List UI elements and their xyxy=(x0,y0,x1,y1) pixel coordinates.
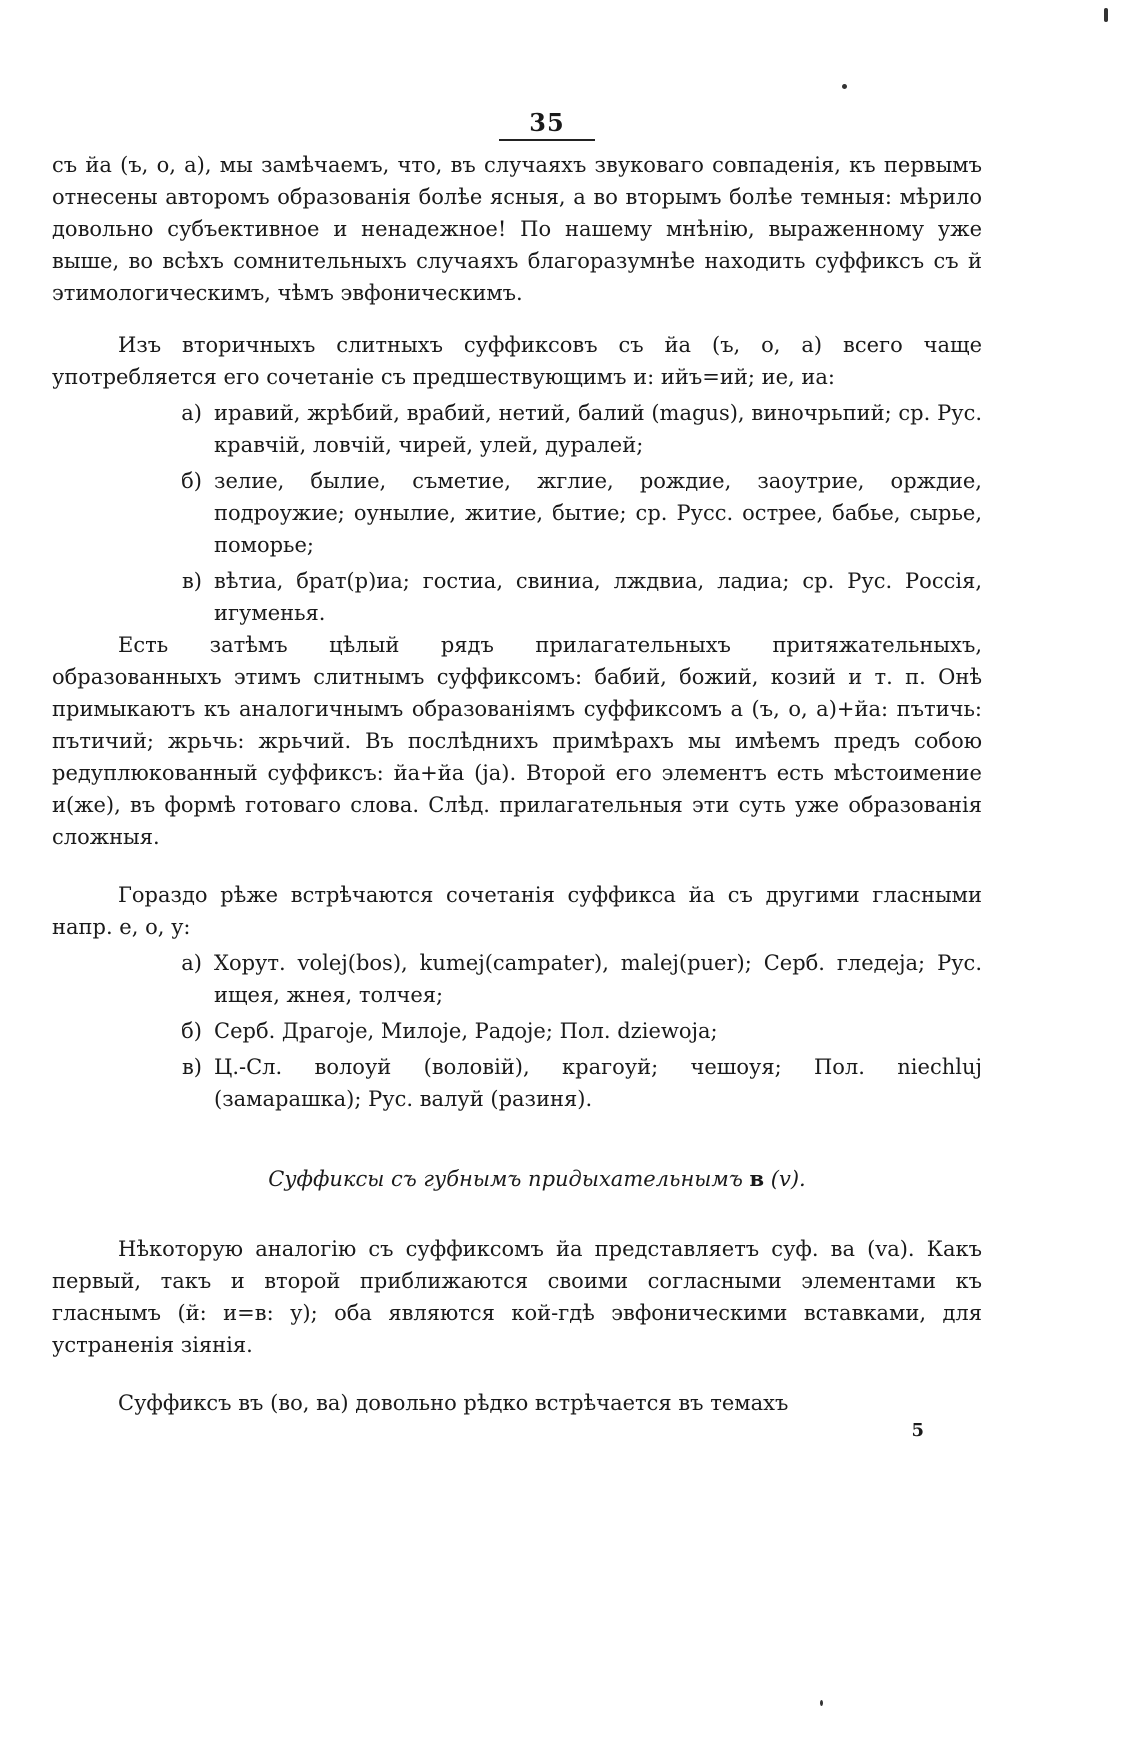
list-text: Ц.-Сл. волоуй (воловій), крагоуй; чешоуя; Пол. niechluj (замарашка); Рус. валуй (разиня). xyxy=(214,1055,982,1111)
paragraph-5: Нѣкоторую аналогію съ суффиксомъ йа представляетъ суф. ва (va). Какъ первый, такъ и второй приближаются своими согласными элементами къ гласнымъ (й: и=в: у); оба являются кой-гдѣ эвфоническими вставками, для устраненія зіянія. xyxy=(52,1237,982,1357)
paragraph-4: Гораздо рѣже встрѣчаются сочетанія суффикса йа съ другими гласными напр. е, о, у: xyxy=(52,883,982,939)
list-item xyxy=(52,465,982,561)
list-marker: а) xyxy=(181,951,202,975)
ink-speck xyxy=(1104,8,1108,22)
example-list-2 xyxy=(52,947,982,1115)
paragraph-6: Суффиксъ въ (во, ва) довольно рѣдко встрѣчается въ темахъ xyxy=(118,1391,789,1415)
ink-speck xyxy=(842,84,847,89)
paragraph-3: Есть затѣмъ цѣлый рядъ прилагательныхъ притяжательныхъ, образованныхъ этимъ слитнымъ суффиксомъ: бабий, божий, козий и т. п. Онѣ примыкаютъ къ аналогичнымъ образованіямъ суффиксомъ а (ъ, о, а)+йа: пътичь: пътичий; жрьчь: жрьчий. Въ послѣднихъ примѣрахъ мы имѣемъ предъ собою редуплюкованный суффиксъ: йа+йа (ja). Второй его элементъ есть мѣстоимение и(же), въ формѣ готоваго слова. Слѣд. прилагательныя эти суть уже образованія сложныя. xyxy=(52,633,982,849)
page-number: 35 xyxy=(499,108,594,141)
paragraph-2: Изъ вторичныхъ слитныхъ суффиксовъ съ йа (ъ, о, а) всего чаще употребляется его сочетаніе съ предшествующимъ и: ийъ=ий; ие, иа: xyxy=(52,333,982,389)
section-heading xyxy=(52,1163,982,1195)
list-marker: а) xyxy=(181,401,202,425)
ink-speck xyxy=(820,1700,823,1706)
section-heading-letter: в xyxy=(749,1166,765,1191)
example-list-1 xyxy=(52,397,982,629)
list-item xyxy=(52,947,982,1011)
paragraph-1: съ йа (ъ, о, а), мы замѣчаемъ, что, въ случаяхъ звуковаго совпаденія, къ первымъ отнесены авторомъ образованія болѣе ясныя, а во вторымъ болѣе темныя: мѣрило довольно субъективное и ненадежное! По нашему мнѣнію, выраженному уже выше, во всѣхъ сомнительныхъ случаяхъ благоразумнѣе находить суффиксъ съ й этимологическимъ, чѣмъ эвфоническимъ. xyxy=(52,153,982,305)
list-text: зелие, былие, съметие, жглие, рождие, заоутрие, орждие, подроужие; оунылие, житие, бытие; ср. Русс. острее, бабье, сырье, поморье; xyxy=(214,469,982,557)
list-marker: в) xyxy=(181,1055,202,1079)
signature-mark: 5 xyxy=(911,1420,924,1441)
list-marker: б) xyxy=(181,469,202,493)
list-marker: в) xyxy=(181,569,202,593)
list-marker: б) xyxy=(181,1019,202,1043)
list-text: Хорут. volej(bos), kumej(campater), malej(puer); Серб. гледеја; Рус. ищея, жнея, толчея; xyxy=(214,951,982,1007)
list-item xyxy=(52,397,982,461)
page-header xyxy=(112,108,982,141)
list-text: вѣтиа, брат(р)иа; гостиа, свиниа, лждвиа, ладиа; ср. Рус. Россія, игуменья. xyxy=(214,569,982,625)
section-heading-latin: (v). xyxy=(770,1167,806,1191)
list-text: Серб. Драгоје, Милоје, Радоје; Пол. dziewoja; xyxy=(214,1019,718,1043)
section-heading-text: Суффиксы съ губнымъ придыхательнымъ xyxy=(268,1167,743,1191)
page-content xyxy=(52,108,982,1443)
list-item xyxy=(52,1015,982,1047)
list-text: иравий, жрѣбий, врабий, нетий, балий (magus), виночрьпий; ср. Рус. кравчій, ловчій, чирей, улей, дуралей; xyxy=(214,401,982,457)
list-item xyxy=(52,565,982,629)
list-item xyxy=(52,1051,982,1115)
